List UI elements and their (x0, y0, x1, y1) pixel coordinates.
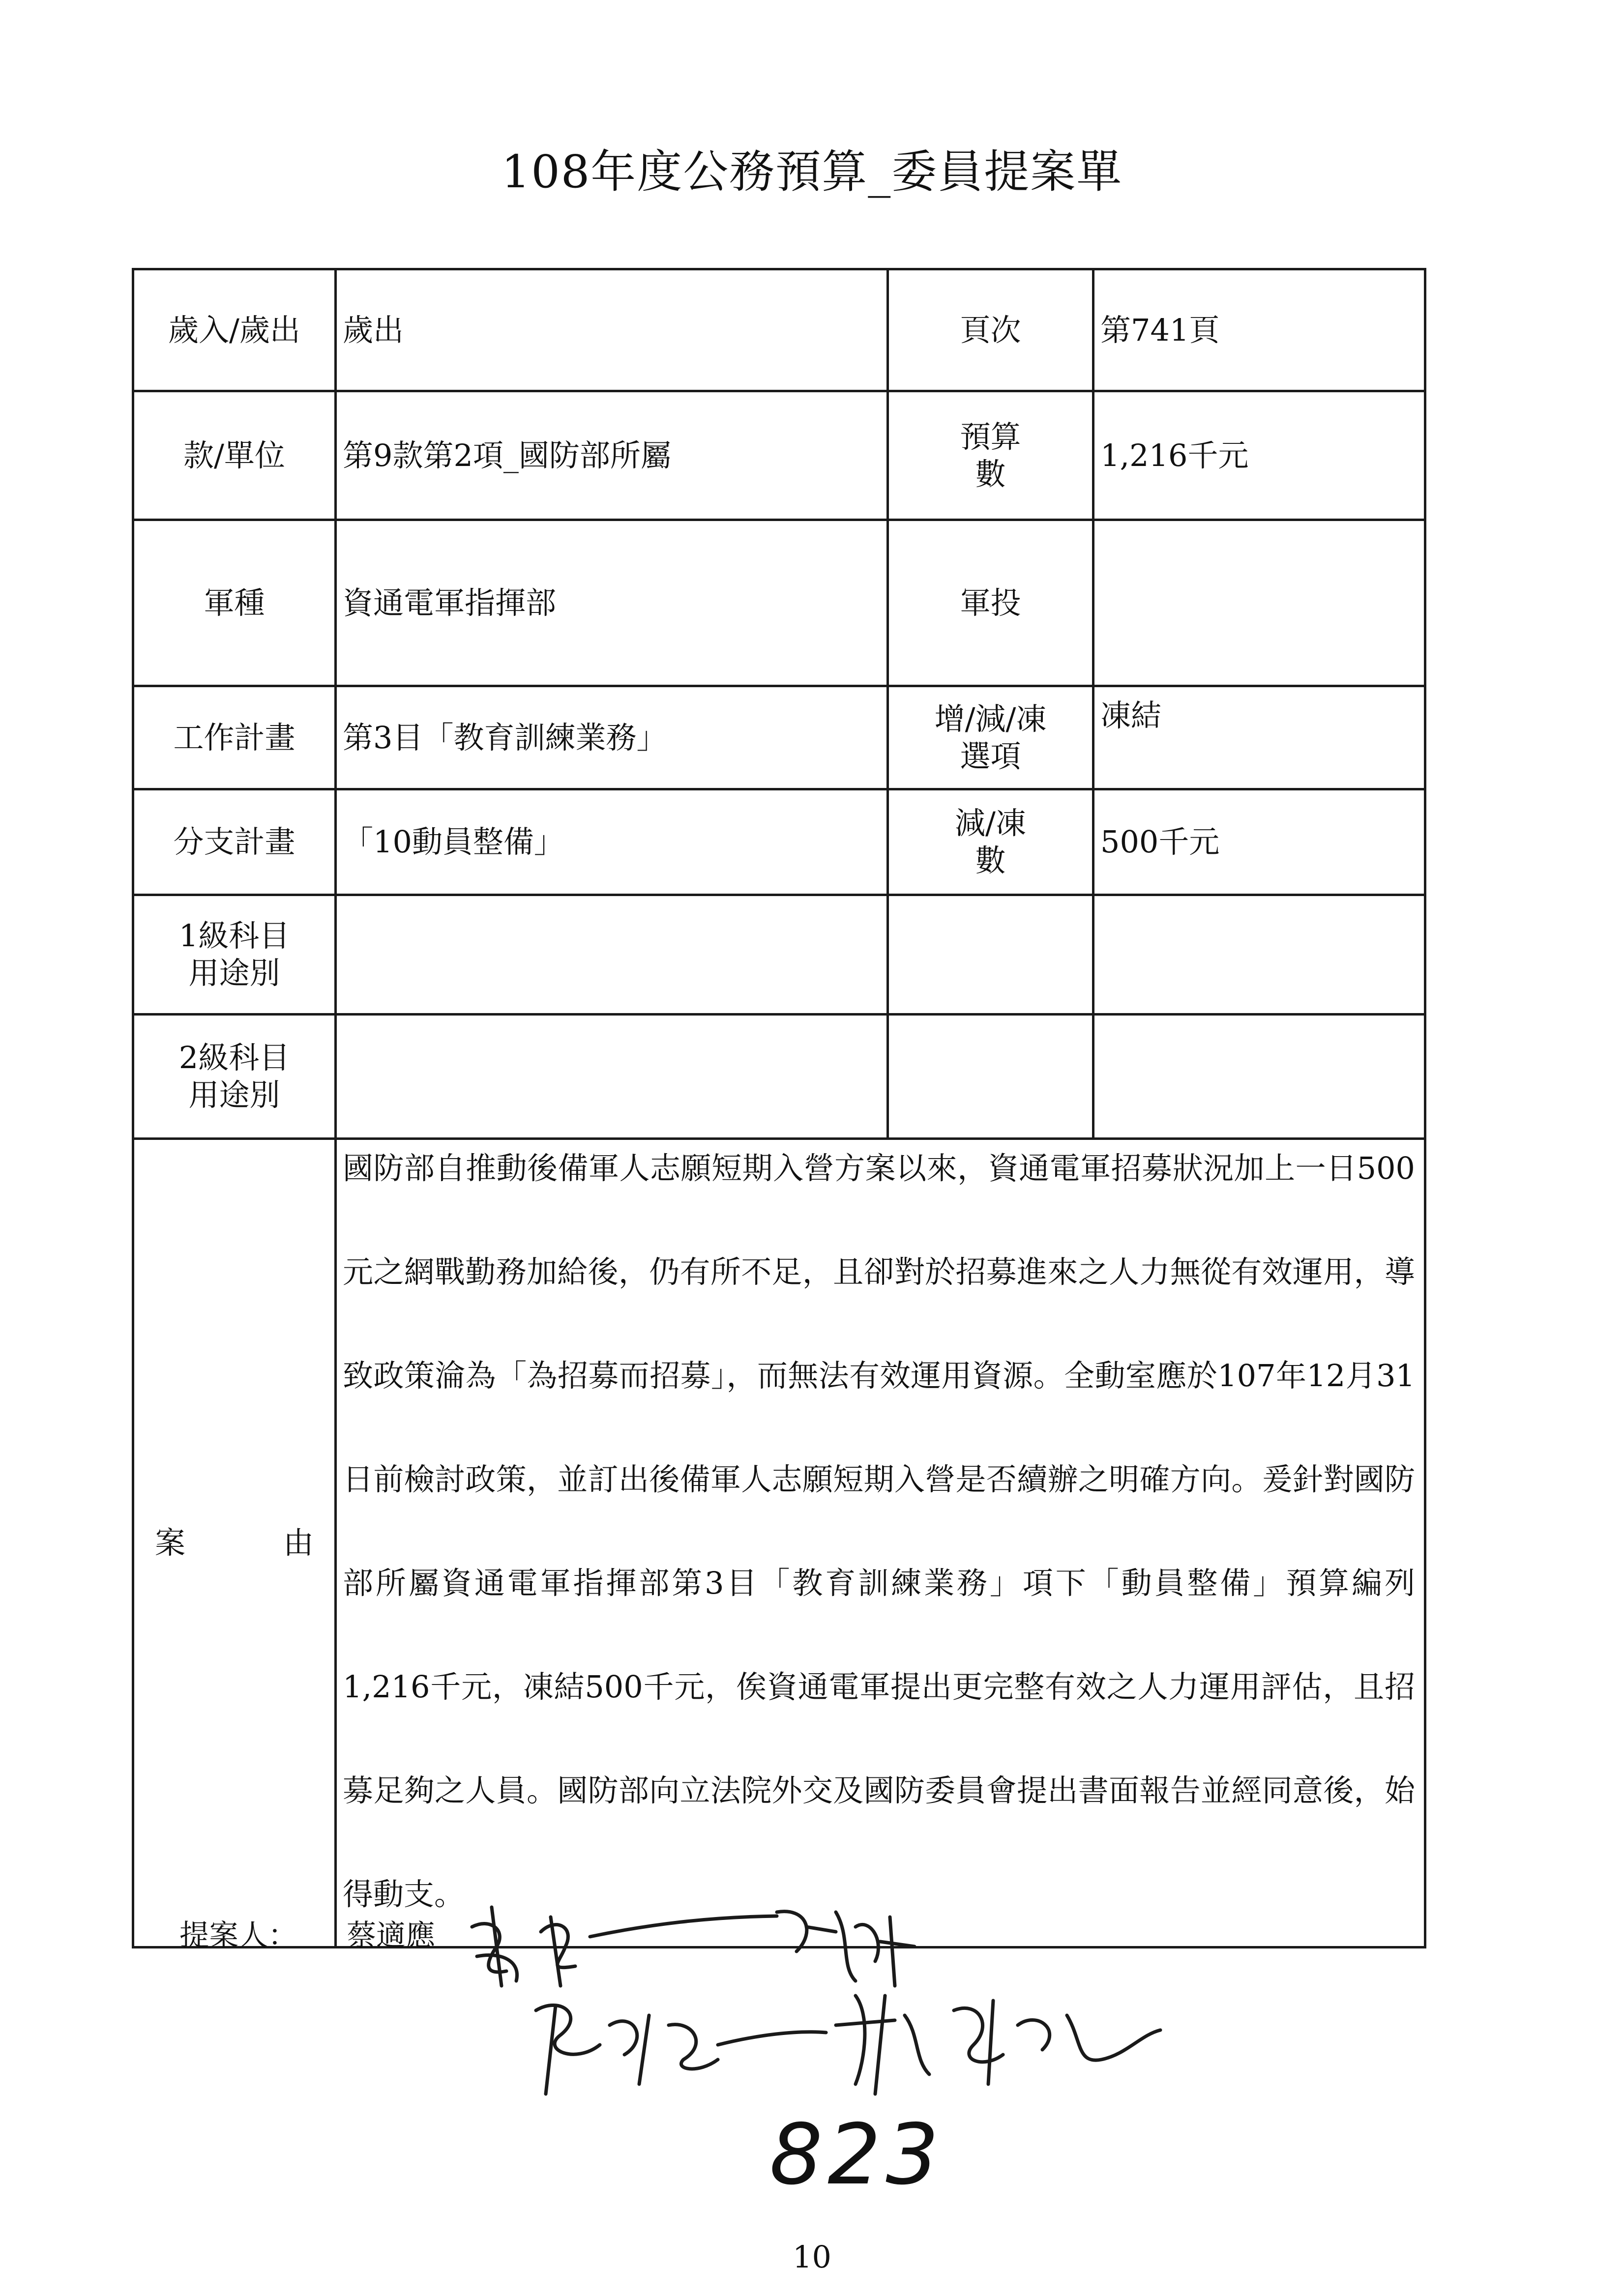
reason-label: 案 由 (133, 1139, 336, 1947)
field-value-reduce-freeze-amount: 500千元 (1093, 789, 1425, 895)
form-row (133, 789, 1425, 895)
field-label-service-branch: 軍種 (133, 520, 336, 686)
field-value-level2-subject (336, 1015, 888, 1139)
field-label-level1-extra (888, 895, 1093, 1015)
field-value-service-branch: 資通電軍指揮部 (336, 520, 888, 686)
proposer-label: 提案人： (179, 1918, 297, 1953)
handwritten-signatures (462, 1897, 1239, 2104)
field-label-branch-plan: 分支計畫 (133, 789, 336, 895)
form-title: 108年度公務預算_委員提案單 (501, 145, 1123, 198)
proposal-form-table (132, 268, 1426, 1948)
field-value-page: 第741頁 (1093, 269, 1425, 391)
field-value-branch-plan: 「10動員整備」 (336, 789, 888, 895)
form-row (133, 391, 1425, 520)
field-label-level1-subject: 1級科目 用途別 (133, 895, 336, 1015)
proposer-line (179, 1912, 435, 1954)
field-value-level2-extra (1093, 1015, 1425, 1139)
handwritten-code: 823 (769, 2106, 944, 2204)
form-row (133, 686, 1425, 789)
field-label-budget-amount: 預算 數 (888, 391, 1093, 520)
field-value-income-expense: 歲出 (336, 269, 888, 391)
page-number: 10 (793, 2239, 831, 2275)
field-label-page: 頁次 (888, 269, 1093, 391)
field-label-level2-subject: 2級科目 用途別 (133, 1015, 336, 1139)
field-value-level1-subject (336, 895, 888, 1015)
field-value-budget-amount: 1,216千元 (1093, 391, 1425, 520)
field-label-military-investment: 軍投 (888, 520, 1093, 686)
field-value-adjust-option: 凍結 (1093, 686, 1425, 789)
field-value-section-unit: 第9款第2項_國防部所屬 (336, 391, 888, 520)
field-label-level2-extra (888, 1015, 1093, 1139)
reason-text-cell (336, 1139, 1425, 1947)
proposer-name: 蔡適應 (347, 1918, 435, 1953)
field-label-income-expense: 歲入/歲出 (133, 269, 336, 391)
form-row (133, 520, 1425, 686)
reason-row (133, 1139, 1425, 1947)
form-row (133, 269, 1425, 391)
field-value-military-investment (1093, 520, 1425, 686)
field-label-adjust-option: 增/減/凍 選項 (888, 686, 1093, 789)
field-label-reduce-freeze-amount: 減/凍 數 (888, 789, 1093, 895)
field-value-work-plan: 第3目「教育訓練業務」 (336, 686, 888, 789)
field-label-work-plan: 工作計畫 (133, 686, 336, 789)
form-row (133, 895, 1425, 1015)
reason-text: 國防部自推動後備軍人志願短期入營方案以來，資通電軍招募狀況加上一日500元之網戰勤務加給後，仍有所不足，且卻對於招募進來之人力無從有效運用，導致政策淪為「為招募而招募」，而無法有效運用資源。全動室應於107年12月31日前檢討政策，並訂出後備軍人志願短期入營是否續辦之明確方向。爰針對國防部所屬資通電軍指揮部第3目「教育訓練業務」項下「動員整備」預算編列1,216千元，凍結500千元，俟資通電軍提出更完整有效之人力運用評估，且招募足夠之人員。國防部向立法院外交及國防委員會提出書面報告並經同意後，始得動支。 (343, 1150, 1415, 1912)
field-value-level1-extra (1093, 895, 1425, 1015)
form-row (133, 1015, 1425, 1139)
field-label-section-unit: 款/單位 (133, 391, 336, 520)
